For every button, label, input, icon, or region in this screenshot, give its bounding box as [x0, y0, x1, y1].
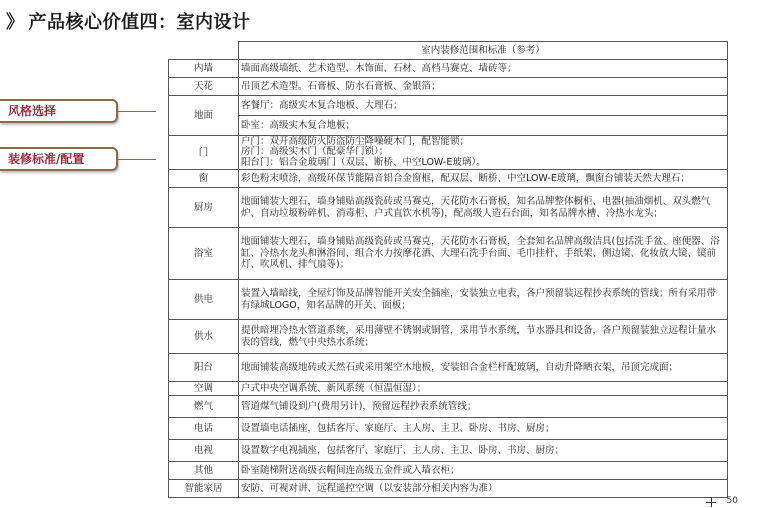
row-category: 供水	[169, 320, 239, 354]
row-category: 门	[169, 136, 239, 170]
row-category: 浴室	[169, 228, 239, 280]
row-description: 地面铺装大理石，墙身铺贴高级瓷砖或马赛克，天花防水石膏板，知名品牌整体橱柜、电器(抽油烟机、双头燃气炉、自动垃圾粉碎机、消毒柜、户式直饮水机等)，配高级人造石台面，知名品牌水槽、冷热水龙头；	[239, 188, 728, 228]
row-description: 吊顶艺术造型。石膏板、防水石膏板、金银箔；	[239, 78, 728, 96]
row-description: 地面铺装高级地砖或天然石或采用架空木地板，安装铝合金栏杆配玻璃，自动升降晒衣架，吊顶完成面；	[239, 354, 728, 382]
title-mark: 》	[6, 12, 25, 33]
table-row	[169, 136, 728, 170]
table-row	[169, 462, 728, 480]
row-category: 电视	[169, 440, 239, 462]
row-category: 电话	[169, 418, 239, 440]
row-description: 地面铺装大理石，墙身铺贴高级瓷砖或马赛克，天花防水石膏板，全套知名品牌高级洁具(包括洗手盆、座便器、浴缸、冷热水龙头和淋浴间、组合水力按摩花洒、大理石洗手台面、毛巾挂杆、手纸架、侧边镜、化妆放大镜、镜前灯、吹风机、排气扇等)；	[239, 228, 728, 280]
table-row	[169, 188, 728, 228]
table-row	[169, 418, 728, 440]
table-corner-cell	[169, 42, 239, 60]
row-category: 地面	[169, 96, 239, 136]
tag-style-selection[interactable]: 风格选择	[0, 99, 118, 123]
decoration-spec-table	[168, 41, 728, 498]
table-row	[169, 96, 728, 116]
row-description: 墙面高级墙纸、艺术造型、木饰面、石材、高档马赛克、墙砖等；	[239, 60, 728, 78]
row-description: 户门：双开高级防火防盗防尘降噪硬木门，配智能锁； 房门：高级实木门（配豪华门锁）； 阳台门：铝合金玻璃门（双层、断桥、中空LOW-E玻璃）。	[239, 136, 728, 170]
row-category: 阳台	[169, 354, 239, 382]
table-row	[169, 228, 728, 280]
row-description: 管道煤气铺设到户(费用另计)，预留远程抄表系统管线；	[239, 396, 728, 418]
table-row	[169, 396, 728, 418]
row-category: 内墙	[169, 60, 239, 78]
row-description: 装置入墙暗线，全屋灯饰及品牌智能开关安全插座，安装独立电表，各户预留装远程抄表系统的管线；所有采用带有绿城LOGO，知名品牌的开关、面板；	[239, 280, 728, 320]
row-category: 厨房	[169, 188, 239, 228]
page-title	[6, 8, 251, 34]
table-header-row	[169, 42, 728, 60]
page-corner-mark	[711, 497, 712, 507]
row-description: 设置墙电话插座，包括客厅、家庭厅、主人房、主卫、卧房、书房、厨房；	[239, 418, 728, 440]
table-row	[169, 354, 728, 382]
table-row	[169, 382, 728, 396]
row-description: 客餐厅：高级实木复合地板、大理石；	[239, 96, 728, 116]
row-category: 空调	[169, 382, 239, 396]
table-row	[169, 116, 728, 136]
page-number: 50	[726, 496, 738, 506]
tag-connector-line	[118, 111, 156, 112]
row-description: 提供暗埋冷热水管道系统，采用薄壁不锈钢或铜管，采用节水系统，节水器具和设备，各户预留装独立远程计量水表的管线，燃气中央热水系统；	[239, 320, 728, 354]
row-description: 户式中央空调系统、新风系统（恒温恒湿）；	[239, 382, 728, 396]
table-row	[169, 60, 728, 78]
title-text: 产品核心价值四：室内设计	[28, 12, 251, 33]
row-category: 窗	[169, 170, 239, 188]
row-category: 其他	[169, 462, 239, 480]
table-row	[169, 280, 728, 320]
table-row	[169, 440, 728, 462]
table-row	[169, 320, 728, 354]
row-description: 卧室：高级实木复合地板；	[239, 116, 728, 136]
table-row	[169, 78, 728, 96]
row-category: 燃气	[169, 396, 239, 418]
row-category: 供电	[169, 280, 239, 320]
row-description: 彩色粉末喷涂，高级环保节能隔音铝合金窗框，配双层、断桥、中空LOW-E玻璃，飘窗台铺装天然大理石；	[239, 170, 728, 188]
table-header: 室内装修范围和标准（参考）	[239, 42, 728, 60]
row-description: 安防、可视对讲、远程遥控空调（以安装部分相关内容为准）	[239, 480, 728, 498]
table-row	[169, 170, 728, 188]
table-row	[169, 480, 728, 498]
row-description: 设置数字电视插座，包括客厅、家庭厅、主人房、主卫、卧房、书房、厨房；	[239, 440, 728, 462]
row-category: 智能家居	[169, 480, 239, 498]
row-category: 天花	[169, 78, 239, 96]
row-description: 卧室随梯附送高级衣帽间连高级五金件或入墙衣柜；	[239, 462, 728, 480]
tag-connector-line	[118, 159, 156, 160]
tag-decoration-standard[interactable]: 装修标准/配置	[0, 147, 118, 171]
